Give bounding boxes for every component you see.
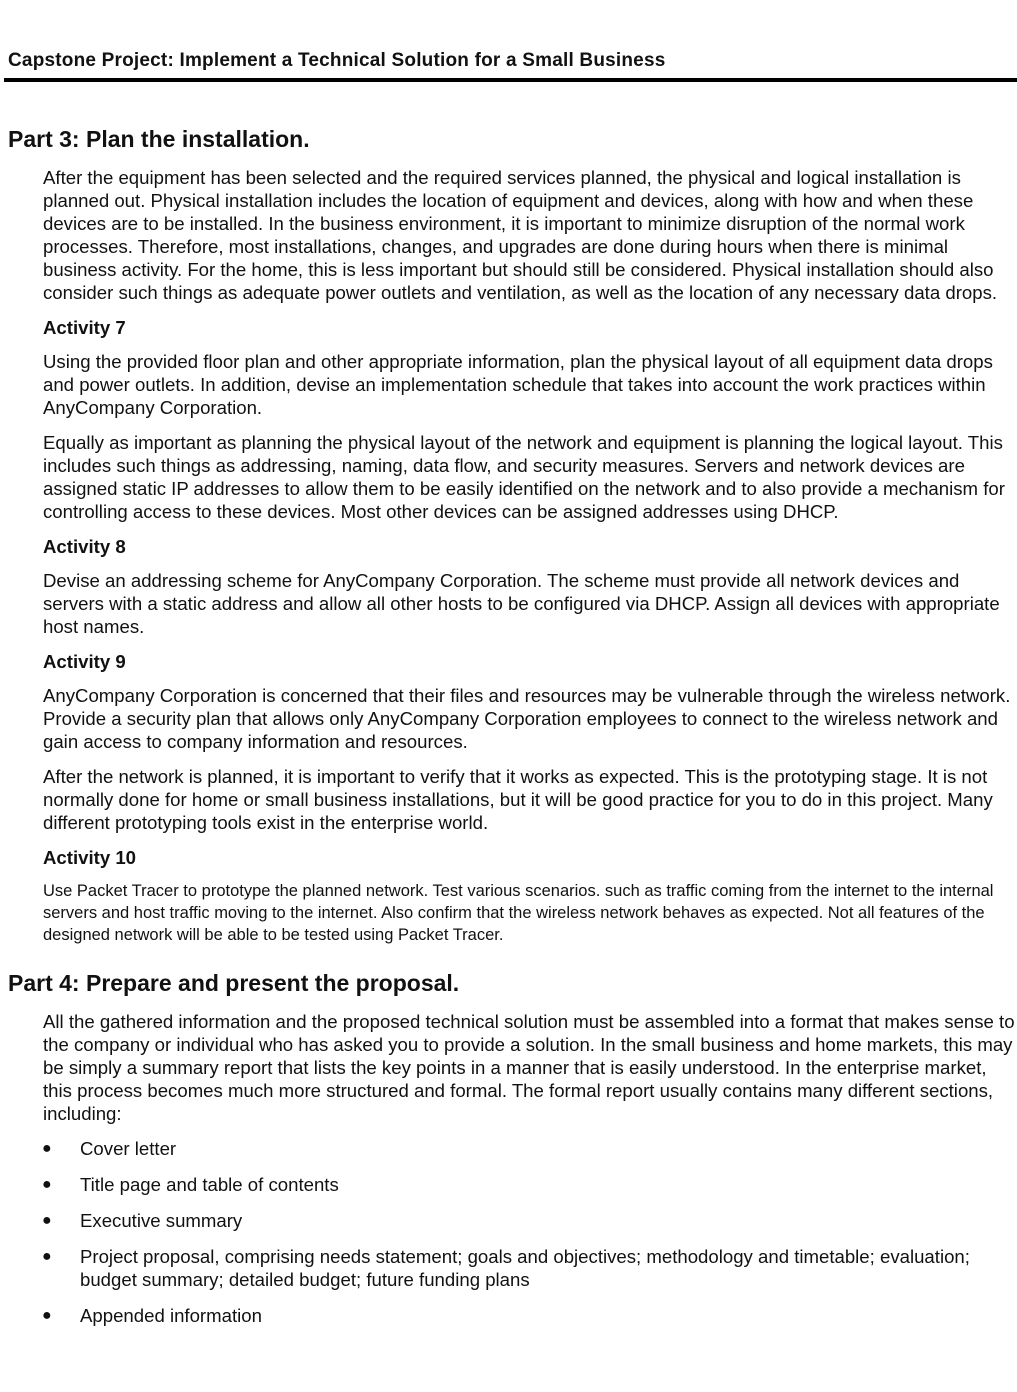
list-item-text: Appended information — [80, 1305, 262, 1326]
list-item-text: Title page and table of contents — [80, 1174, 339, 1195]
activity-10-title: Activity 10 — [43, 847, 137, 868]
bullet-icon: ● — [42, 1176, 52, 1193]
prototyping-paragraph: After the network is planned, it is important to verify that it works as expected. This is the prototyping stage. It is not normally done for home or small business installations, but it will be good practice for you to do in this project. Many different prototyping tools exist in the enterprise world. — [43, 766, 993, 833]
activity-8-title: Activity 8 — [43, 536, 126, 557]
header-divider — [4, 78, 1017, 82]
part3-heading: Part 3: Plan the installation. — [8, 126, 310, 152]
list-item-text: Cover letter — [80, 1138, 177, 1159]
bullet-icon: ● — [42, 1212, 52, 1229]
list-item — [42, 1245, 980, 1291]
bullet-icon: ● — [42, 1140, 52, 1157]
list-item — [42, 1209, 980, 1232]
document-header-title: Capstone Project: Implement a Technical Solution for a Small Business — [8, 50, 666, 71]
bullet-icon: ● — [42, 1248, 52, 1265]
part3-intro-paragraph: After the equipment has been selected and the required services planned, the physical and logical installation is planned out. Physical installation includes the location of equipment and devices, along with how and when these devices are to be installed. In the business environment, it is important to minimize disruption of the normal work processes. Therefore, most installations, changes, and upgrades are done during hours when there is minimal business activity. For the home, this is less important but should still be considered. Physical installation should also consider such things as adequate power outlets and ventilation, as well as the location of any necessary data drops. — [43, 167, 998, 303]
list-item-text: Project proposal, comprising needs statement; goals and objectives; methodology and timetable; evaluation; budget summary; detailed budget; future funding plans — [80, 1246, 970, 1290]
list-item — [42, 1304, 980, 1327]
part4-intro-paragraph: All the gathered information and the proposed technical solution must be assembled into a format that makes sense to the company or individual who has asked you to provide a solution. In the small business and home markets, this may be simply a summary report that lists the key points in a manner that is easily understood. In the enterprise market, this process becomes much more structured and formal. The formal report usually contains many different sections, including: — [43, 1011, 1015, 1124]
list-item-text: Executive summary — [80, 1210, 243, 1231]
activity-7-text: Using the provided floor plan and other appropriate information, plan the physical layout of all equipment data drops and power outlets. In addition, devise an implementation schedule that takes into account the work practices within AnyCompany Corporation. — [43, 351, 993, 418]
list-item — [42, 1173, 980, 1196]
logical-layout-paragraph: Equally as important as planning the physical layout of the network and equipment is planning the logical layout. This includes such things as addressing, naming, data flow, and security measures. Servers and network devices are assigned static IP addresses to allow them to be easily identified on the network and to also provide a mechanism for controlling access to these devices. Most other devices can be assigned addresses using DHCP. — [43, 432, 1005, 522]
activity-8-text: Devise an addressing scheme for AnyCompany Corporation. The scheme must provide all network devices and servers with a static address and allow all other hosts to be configured via DHCP. Assign all devices with appropriate host names. — [43, 570, 1000, 637]
activity-9-title: Activity 9 — [43, 651, 126, 672]
activity-7-title: Activity 7 — [43, 317, 126, 338]
report-sections-list — [0, 1137, 1017, 1327]
document-body — [0, 124, 1017, 1340]
activity-10-text: Use Packet Tracer to prototype the planned network. Test various scenarios. such as traffic coming from the internet to the internal servers and host traffic moving to the internet. Also confirm that the wireless network behaves as expected. Not all features of the designed network will be able to be tested using Packet Tracer. — [43, 882, 994, 944]
part4-heading: Part 4: Prepare and present the proposal. — [8, 970, 460, 996]
list-item — [42, 1137, 980, 1160]
bullet-icon: ● — [42, 1307, 52, 1324]
activity-9-text: AnyCompany Corporation is concerned that their files and resources may be vulnerable through the wireless network. Provide a security plan that allows only AnyCompany Corporation employees to connect to the wireless network and gain access to company information and resources. — [43, 685, 1011, 752]
